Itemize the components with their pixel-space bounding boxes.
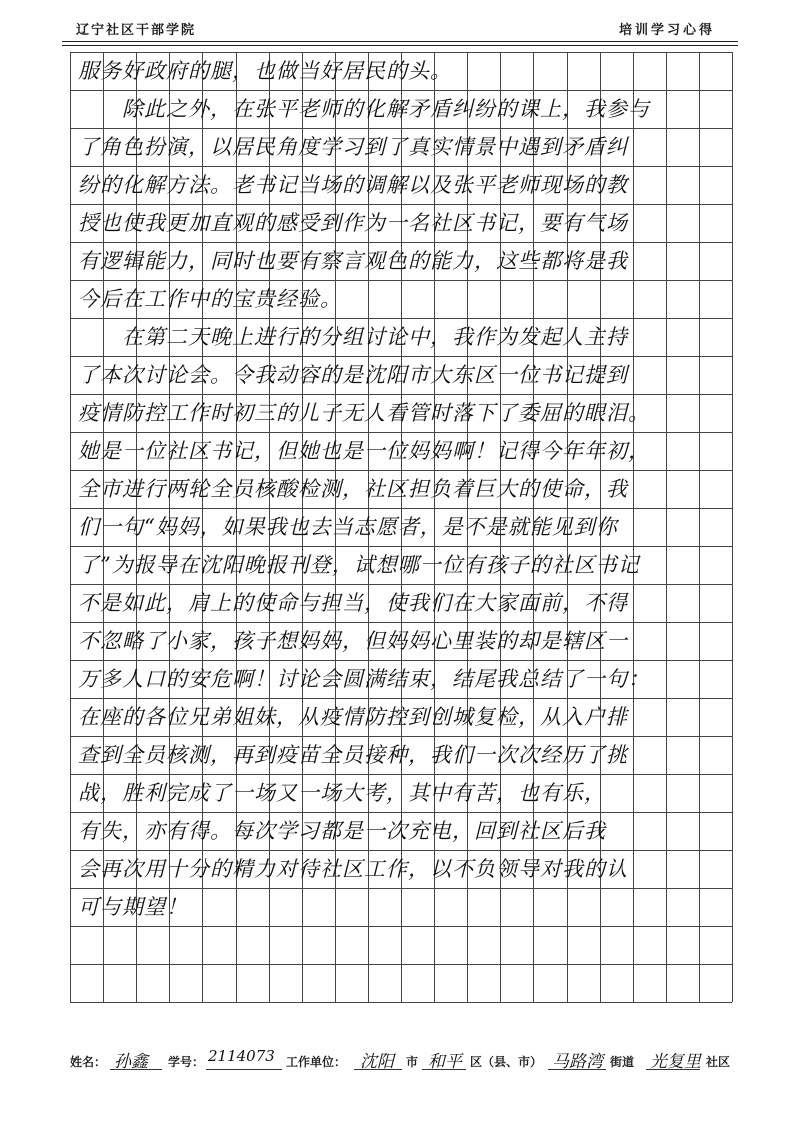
city-underline	[354, 1069, 402, 1070]
handwritten-line: 疫情防控工作时初三的儿子无人看管时落下了委屈的眼泪。	[78, 401, 650, 425]
work-unit-label: 工作单位：	[286, 1055, 347, 1069]
grid-column-line	[70, 52, 71, 1002]
handwritten-line: 在第二天晚上进行的分组讨论中，我作为发起人主持	[78, 325, 628, 349]
handwritten-line: 今后在工作中的宝贵经验。	[78, 287, 342, 311]
header-rule-top	[62, 41, 738, 42]
handwritten-line: 了角色扮演，以居民角度学习到了真实情景中遇到矛盾纠	[78, 135, 628, 159]
handwritten-line: 纷的化解方法。老书记当场的调解以及张平老师现场的教	[78, 173, 628, 197]
student-id-underline	[206, 1069, 282, 1070]
handwritten-line: 服务好政府的腿，也做当好居民的头。	[78, 59, 452, 83]
handwritten-line: 们一句“妈妈，如果我也去当志愿者，是不是就能见到你	[78, 515, 618, 539]
city-value: 沈阳	[360, 1052, 394, 1072]
handwritten-line: 有逻辑能力，同时也要有察言观色的能力，这些都将是我	[78, 249, 628, 273]
city-label: 市	[406, 1055, 419, 1069]
header-rule-bottom	[62, 45, 738, 46]
handwritten-line: 有失，亦有得。每次学习都是一次充电，回到社区后我	[78, 819, 606, 843]
district-underline	[422, 1069, 466, 1070]
handwritten-line: 不忽略了小家，孩子想妈妈，但妈妈心里装的却是辖区一	[78, 629, 628, 653]
handwritten-line: 会再次用十分的精力对待社区工作，以不负领导对我的认	[78, 857, 628, 881]
name-value: 孙鑫	[114, 1052, 148, 1072]
document-type: 培训学习心得	[618, 23, 715, 38]
grid-line	[70, 1002, 732, 1003]
community-value: 光复里	[650, 1052, 701, 1072]
student-id-value: 2114073	[208, 1047, 275, 1065]
handwritten-line: 查到全员核测，再到疫苗全员接种，我们一次次经历了挑	[78, 743, 628, 767]
district-value: 和平	[428, 1052, 462, 1072]
handwritten-line: 授也使我更加直观的感受到作为一名社区书记，要有气场	[78, 211, 628, 235]
community-label: 社区	[706, 1055, 731, 1069]
handwritten-line: 万多人口的安危啊！讨论会圆满结束，结尾我总结了一句：	[78, 667, 650, 691]
street-label: 街道	[610, 1055, 635, 1069]
signature-footer	[70, 1047, 740, 1075]
handwritten-line: 了本次讨论会。令我动容的是沈阳市大东区一位书记提到	[78, 363, 628, 387]
student-id-label: 学号：	[168, 1055, 205, 1069]
handwritten-line: 了”为报导在沈阳晚报刊登，试想哪一位有孩子的社区书记	[78, 553, 640, 577]
street-value: 马路湾	[552, 1052, 603, 1072]
handwritten-line: 全市进行两轮全员核酸检测，社区担负着巨大的使命，我	[78, 477, 628, 501]
handwritten-line: 在座的各位兄弟姐妹，从疫情防控到创城复检，从入户排	[78, 705, 628, 729]
handwritten-line: 可与期望！	[78, 895, 188, 919]
handwritten-line: 战，胜利完成了一场又一场大考，其中有苦，也有乐，	[78, 781, 606, 805]
name-underline	[110, 1069, 162, 1070]
grid-column-line	[732, 52, 733, 1002]
handwritten-line: 除此之外，在张平老师的化解矛盾纠纷的课上，我参与	[78, 97, 650, 121]
district-label: 区（县、市）	[470, 1055, 543, 1069]
name-label: 姓名：	[70, 1055, 107, 1069]
institution-name: 辽宁社区干部学院	[76, 23, 197, 38]
handwritten-line: 她是一位社区书记，但她也是一位妈妈啊！记得今年年初，	[78, 439, 650, 463]
street-underline	[548, 1069, 606, 1070]
handwritten-line: 不是如此，肩上的使命与担当，使我们在大家面前，不得	[78, 591, 628, 615]
community-underline	[646, 1069, 700, 1070]
